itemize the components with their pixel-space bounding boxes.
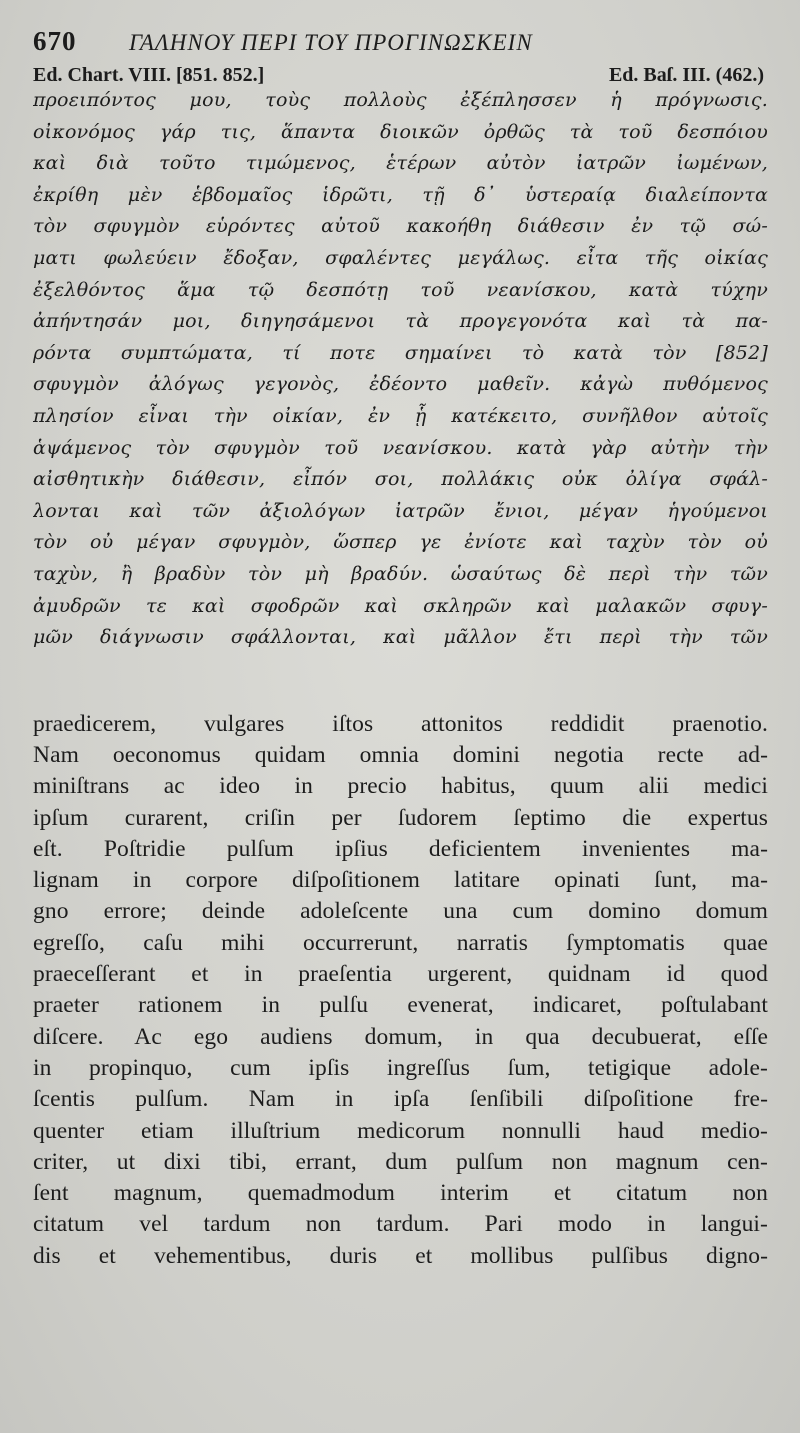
greek-text-line: ματι φωλεύειν ἔδοξαν, σφαλέντες μεγάλως. εἶτα τῆς οἰκίας xyxy=(33,246,768,269)
latin-text-line: citatum vel tardum non tardum. Pari modo in langui- xyxy=(33,1211,768,1238)
latin-text-line: dis et vehementibus, duris et mollibus pulſibus digno- xyxy=(33,1242,768,1269)
latin-text-line: eſt. Poſtridie pulſum ipſius deficientem invenientes ma- xyxy=(33,835,768,862)
greek-text-line: τὸν σφυγμὸν εὑρόντες αὐτοῦ κακοήθη διάθεσιν ἐν τῷ σώ- xyxy=(33,215,768,238)
greek-text-line: ρόντα συμπτώματα, τί ποτε σημαίνει τὸ κατὰ τὸν [852] xyxy=(33,341,768,364)
latin-text-line: egreſſo, caſu mihi occurrerunt, narratis ſymptomatis quae xyxy=(33,929,768,956)
greek-text-line: τὸν οὐ μέγαν σφυγμὸν, ὥσπερ γε ἐνίοτε καὶ ταχὺν τὸν οὐ xyxy=(33,531,768,554)
latin-text-line: Nam oeconomus quidam omnia domini negotia recte ad- xyxy=(33,741,768,768)
latin-text-line: in propinquo, cum ipſis ingreſſus ſum, tetigique adole- xyxy=(33,1054,768,1081)
latin-text-line: miniſtrans ac ideo in precio habitus, quum alii medici xyxy=(33,773,768,800)
greek-text-line: ἀμυδρῶν τε καὶ σφοδρῶν καὶ σκληρῶν καὶ μαλακῶν σφυγ- xyxy=(33,594,768,617)
greek-text-line: ἐκρίθη μὲν ἑβδομαῖος ἱδρῶτι, τῇ δ᾽ ὑστεραίᾳ διαλείποντα xyxy=(33,183,768,206)
greek-text-line: σφυγμὸν ἀλόγως γεγονὸς, ἐδέοντο μαθεῖν. κἀγὼ πυθόμενος xyxy=(33,373,768,396)
latin-text-line: quenter etiam illuſtrium medicorum nonnulli haud medio- xyxy=(33,1117,768,1144)
greek-text-line: ἁψάμενος τὸν σφυγμὸν τοῦ νεανίσκου. κατὰ γὰρ αὐτὴν τὴν xyxy=(33,436,768,459)
greek-text-line: οἰκονόμος γάρ τις, ἅπαντα διοικῶν ὀρθῶς τὰ τοῦ δεσπόιου xyxy=(33,120,768,143)
greek-text-line: ἐξελθόντος ἅμα τῷ δεσπότῃ τοῦ νεανίσκου, κατὰ τύχην xyxy=(33,278,768,301)
greek-text-line: πλησίον εἶναι τὴν οἰκίαν, ἐν ᾗ κατέκειτο, συνῆλθον αὐτοῖς xyxy=(33,404,768,427)
edition-reference-right: Ed. Baſ. III. (462.) xyxy=(608,64,764,86)
greek-text-line: αἰσθητικὴν διάθεσιν, εἶπόν σοι, πολλάκις οὐκ ὀλίγα σφάλ- xyxy=(33,468,768,491)
latin-text-line: ſcentis pulſum. Nam in ipſa ſenſibili diſpoſitione fre- xyxy=(33,1086,768,1113)
greek-text-line: ταχὺν, ἢ βραδὺν τὸν μὴ βραδύν. ὡσαύτως δὲ περὶ τὴν τῶν xyxy=(33,562,768,585)
latin-text-line: praeter rationem in pulſu evenerat, indicaret, poſtulabant xyxy=(33,992,768,1019)
latin-text-line: criter, ut dixi tibi, errant, dum pulſum non magnum cen- xyxy=(33,1148,768,1175)
greek-text-line: προειπόντος μου, τοὺς πολλοὺς ἐξέπλησσεν ἡ πρόγνωσις. xyxy=(33,89,768,111)
latin-text-line: gno errore; deinde adoleſcente una cum domino domum xyxy=(33,898,768,925)
latin-text-line: lignam in corpore diſpoſitionem latitare opinati ſunt, ma- xyxy=(33,867,768,894)
running-head xyxy=(33,26,768,62)
latin-text-line: diſcere. Ac ego audiens domum, in qua decubuerat, eſſe xyxy=(33,1023,768,1050)
latin-text-block xyxy=(33,709,768,1272)
greek-text-block xyxy=(33,85,768,654)
page-number: 670 xyxy=(33,26,77,56)
latin-text-line: ipſum curarent, criſin per ſudorem ſeptimo die expertus xyxy=(33,804,768,831)
edition-reference-left: Ed. Chart. VIII. [851. 852.] xyxy=(33,64,265,86)
greek-text-line: ἀπήντησάν μοι, διηγησάμενοι τὰ προγεγονότα καὶ τὰ πα- xyxy=(33,310,768,333)
greek-text-line: λονται καὶ τῶν ἀξιολόγων ἰατρῶν ἔνιοι, μέγαν ἡγούμενοι xyxy=(33,499,768,522)
greek-text-line: καὶ διὰ τοῦτο τιμώμενος, ἑτέρων αὐτὸν ἰατρῶν ἰωμένων, xyxy=(33,152,768,175)
running-title: ΓΑΛΗΝΟΥ ΠΕΡΙ ΤΟΥ ΠΡΟΓΙΝΩΣΚΕΙΝ xyxy=(129,30,533,55)
greek-text-line: μῶν διάγνωσιν σφάλλονται, καὶ μᾶλλον ἔτι περὶ τὴν τῶν xyxy=(33,626,768,649)
latin-text-line: praedicerem, vulgares iſtos attonitos reddidit praenotio. xyxy=(33,710,768,737)
latin-text-line: ſent magnum, quemadmodum interim et citatum non xyxy=(33,1180,768,1207)
latin-text-line: praeceſſerant et in praeſentia urgerent, quidnam id quod xyxy=(33,961,768,988)
